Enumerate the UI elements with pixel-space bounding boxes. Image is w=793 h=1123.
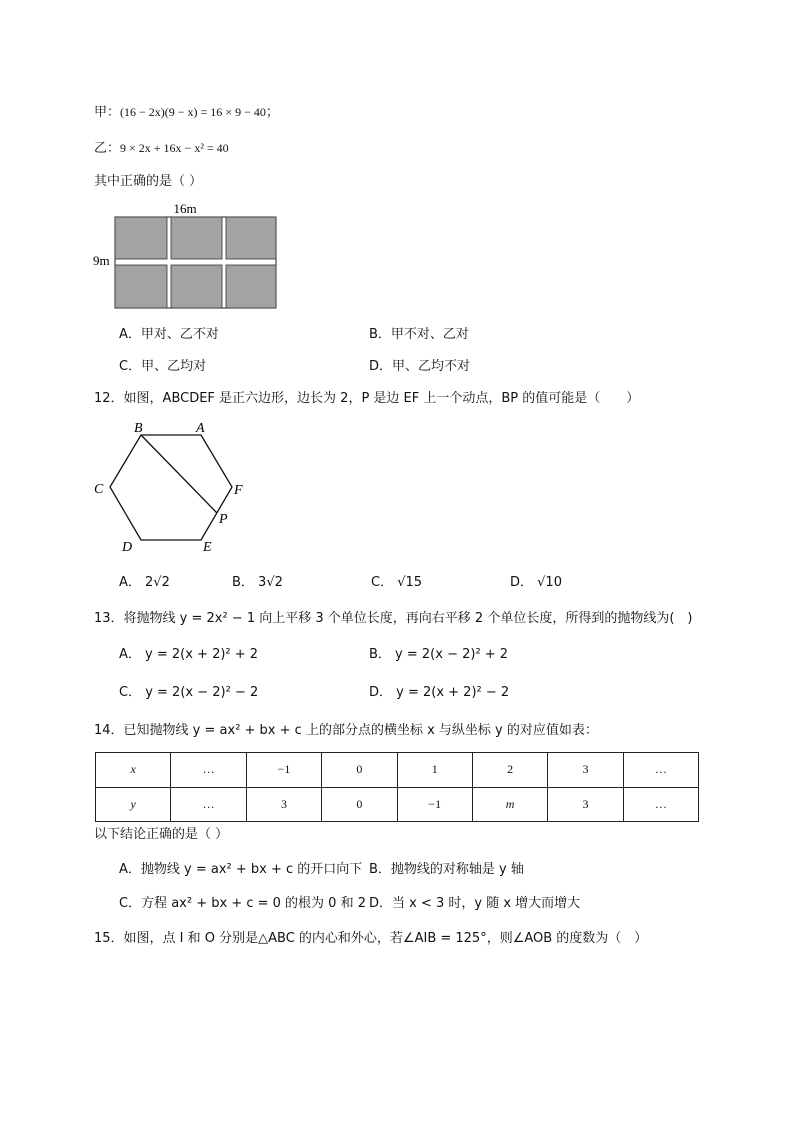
table-cell: … (623, 787, 698, 822)
q11-width-label: 16m (173, 201, 197, 216)
segment-bp (141, 435, 217, 513)
table-cell: 0 (322, 787, 397, 822)
q14-option-a[interactable]: A．抛物线 y = ax² + bx + c 的开口向下 (119, 862, 363, 877)
q14-text: 已知抛物线 y = ax² + bx + c 上的部分点的横坐标 x 与纵坐标 y 的对应值如表： (123, 723, 598, 738)
q11-plot (171, 217, 222, 259)
q13-number: 13． (94, 611, 124, 626)
q12-option-b[interactable]: B． 3√2 (232, 575, 283, 590)
q11-jia-equation: (16 − 2x)(9 − x) = 16 × 9 − 40 (120, 105, 266, 119)
q11-option-b[interactable]: B．甲不对、乙对 (369, 327, 469, 342)
q12-option-d[interactable]: D． √10 (510, 575, 562, 590)
q11-figure (90, 200, 290, 312)
q11-yi-line (94, 137, 229, 156)
table-cell: −1 (246, 753, 321, 788)
q11-figure-svg (90, 200, 290, 312)
q11-option-d[interactable]: D．甲、乙均不对 (369, 359, 471, 374)
label-e: E (203, 540, 212, 555)
q11-height-label: 9m (93, 253, 110, 268)
q13-option-c[interactable]: C． y = 2(x − 2)² − 2 (119, 685, 259, 700)
q14-option-c[interactable]: C．方程 ax² + bx + c = 0 的根为 0 和 2 (119, 896, 366, 911)
table-cell: m (472, 787, 547, 822)
table-cell: x (96, 753, 171, 788)
q11-question: 其中正确的是（ ） (94, 174, 203, 189)
table-cell: … (171, 753, 246, 788)
table-cell: 3 (246, 787, 321, 822)
table-cell: 3 (548, 787, 623, 822)
q12-option-a[interactable]: A． 2√2 (119, 575, 170, 590)
table-row-x (96, 753, 699, 788)
q11-plot (226, 265, 276, 308)
q12-hexagon-svg (90, 416, 255, 556)
q11-yi-prefix: 乙： (94, 141, 121, 156)
q13-option-b[interactable]: B． y = 2(x − 2)² + 2 (369, 647, 509, 662)
q11-jia-suffix: ； (265, 105, 279, 120)
q13-stem (94, 607, 692, 626)
table-cell: −1 (397, 787, 472, 822)
table-cell: 0 (322, 753, 397, 788)
q15-number: 15． (94, 931, 124, 946)
label-f: F (234, 483, 243, 498)
q14-number: 14． (94, 723, 124, 738)
label-p: P (219, 512, 228, 527)
q12-option-c[interactable]: C． √15 (371, 575, 423, 590)
q11-option-a[interactable]: A．甲对、乙不对 (119, 327, 219, 342)
table-row-y (96, 787, 699, 822)
q12-hexagon-figure (90, 416, 255, 556)
table-cell: 1 (397, 753, 472, 788)
q11-plot (115, 217, 167, 259)
q13-option-a[interactable]: A． y = 2(x + 2)² + 2 (119, 647, 259, 662)
label-d: D (122, 540, 133, 555)
q12-stem (94, 387, 639, 406)
label-a: A (196, 421, 205, 436)
table-cell: y (96, 787, 171, 822)
q14-stem (94, 719, 598, 738)
q11-yi-equation: 9 × 2x + 16x − x² = 40 (120, 141, 229, 155)
label-c: C (94, 482, 104, 497)
table-cell: … (171, 787, 246, 822)
q11-plot (226, 217, 276, 259)
table-cell: 2 (472, 753, 547, 788)
table-cell: 3 (548, 753, 623, 788)
q11-jia-line (94, 101, 279, 120)
q13-text: 将抛物线 y = 2x² − 1 向上平移 3 个单位长度，再向右平移 2 个单位长度，所得到的抛物线为( ) (123, 611, 693, 626)
q14-question: 以下结论正确的是（ ） (94, 827, 229, 842)
q14-value-table (95, 752, 699, 822)
hexagon-outline (110, 435, 232, 540)
q11-option-c[interactable]: C．甲、乙均对 (119, 359, 207, 374)
table-cell: … (623, 753, 698, 788)
q14-option-b[interactable]: B．抛物线的对称轴是 y 轴 (369, 862, 524, 877)
q15-text: 如图，点 I 和 O 分别是△ABC 的内心和外心，若∠AIB = 125°，则∠AOB 的度数为（ ） (123, 931, 648, 946)
label-b: B (134, 421, 143, 436)
q11-plot (115, 265, 167, 308)
q13-option-d[interactable]: D． y = 2(x + 2)² − 2 (369, 685, 510, 700)
q12-text: 如图，ABCDEF 是正六边形，边长为 2，P 是边 EF 上一个动点，BP 的值可能是（ ） (123, 391, 640, 406)
q11-jia-prefix: 甲： (94, 105, 121, 120)
q11-plot (171, 265, 222, 308)
q14-option-d[interactable]: D．当 x < 3 时，y 随 x 增大而增大 (369, 896, 581, 911)
q12-number: 12． (94, 391, 124, 406)
q15-stem (94, 927, 647, 946)
